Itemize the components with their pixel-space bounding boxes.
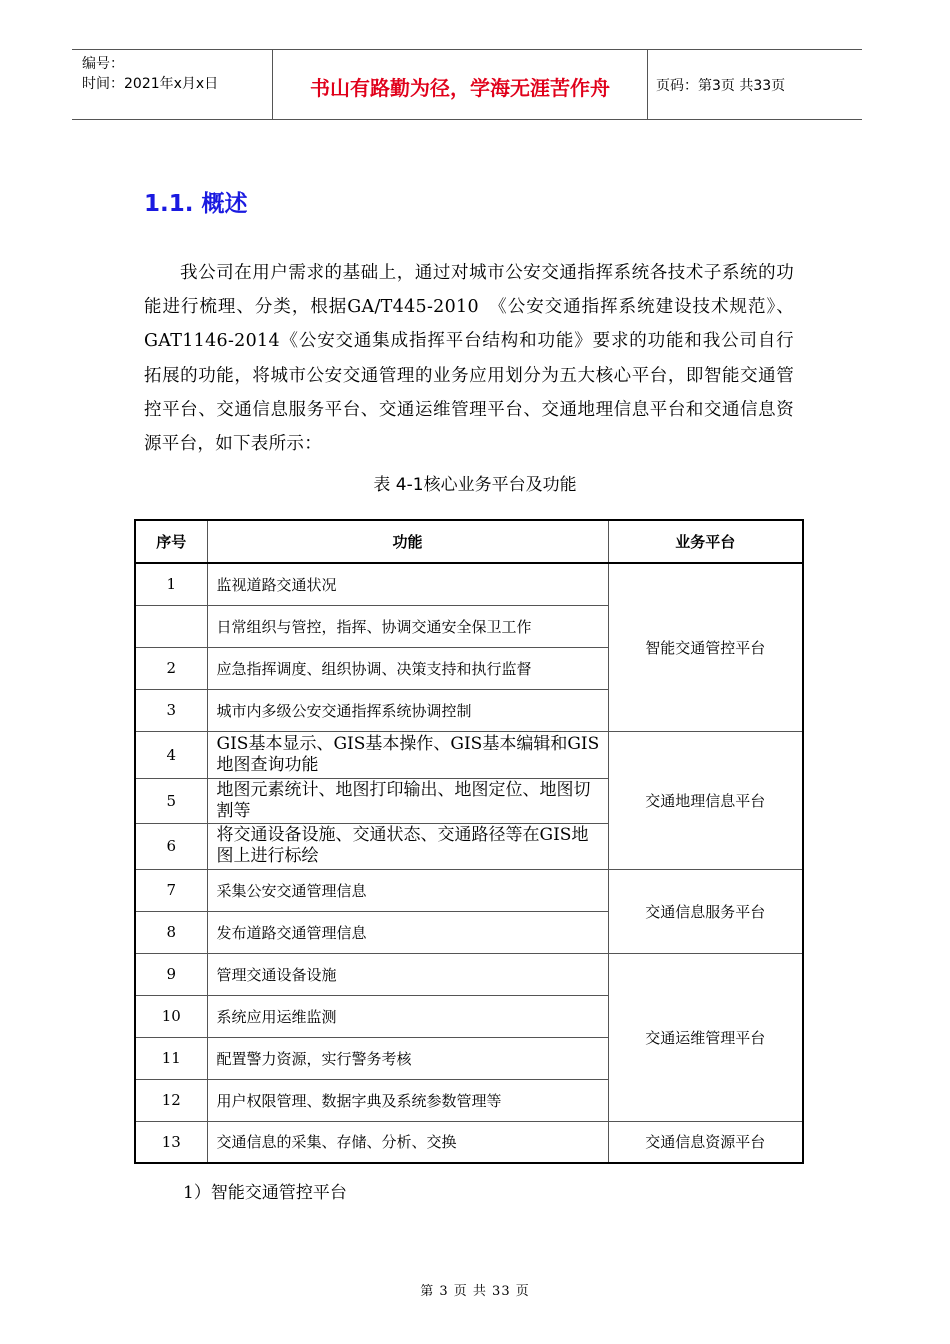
row-number [135,605,207,647]
row-function: 监视道路交通状况 [207,563,608,605]
header-motto-cell [273,50,648,119]
platform-table [134,519,804,1164]
header-platform: 业务平台 [608,520,803,563]
row-number: 3 [135,689,207,731]
table-row [135,1121,803,1163]
table-caption [0,470,950,495]
row-number: 4 [135,731,207,778]
table-row [135,563,803,605]
document-date: 时间：2021年x月x日 [82,76,219,92]
row-number: 5 [135,778,207,823]
table-row [135,869,803,911]
subsection-heading: 1）智能交通管控平台 [183,1183,347,1203]
page-footer: 第 3 页 共 33 页 [420,1284,530,1299]
page-header [72,49,862,120]
row-function: 地图元素统计、地图打印输出、地图定位、地图切割等 [207,778,608,823]
row-function: 交通信息的采集、存储、分析、交换 [207,1121,608,1163]
row-number: 11 [135,1037,207,1079]
table-row [135,953,803,995]
table-caption-label: 表 4-1 [373,475,424,495]
table-row [135,731,803,778]
row-function: 日常组织与管控，指挥、协调交通安全保卫工作 [207,605,608,647]
row-function: 采集公安交通管理信息 [207,869,608,911]
row-number: 9 [135,953,207,995]
row-number: 1 [135,563,207,605]
document-number: 编号： [82,56,124,72]
section-heading: 1.1. 概述 [144,191,248,217]
row-function: 城市内多级公安交通指挥系统协调控制 [207,689,608,731]
row-platform: 交通信息资源平台 [608,1121,803,1163]
header-motto: 书山有路勤为径，学海无涯苦作舟 [310,76,610,100]
row-number: 7 [135,869,207,911]
row-number: 12 [135,1079,207,1121]
body-paragraph: 我公司在用户需求的基础上，通过对城市公安交通指挥系统各技术子系统的功能进行梳理、分类，根据GA/T445-2010 《公安交通指挥系统建设技术规范》、GAT1146-2014《公安交通集成指挥平台结构和功能》要求的功能和我公司自行拓展的功能，将城市公安交通管理的业务应用划分为五大核心平台，即智能交通管控平台、交通信息服务平台、交通运维管理平台、交通地理信息平台和交通信息资源平台，如下表所示： [144,263,794,455]
row-number: 2 [135,647,207,689]
row-function: 应急指挥调度、组织协调、决策支持和执行监督 [207,647,608,689]
row-platform: 智能交通管控平台 [608,563,803,731]
row-number: 6 [135,823,207,869]
row-function: 将交通设备设施、交通状态、交通路径等在GIS地图上进行标绘 [207,823,608,869]
row-platform: 交通运维管理平台 [608,953,803,1121]
header-page-number: 页码：第3页 共33页 [656,78,786,94]
header-function: 功能 [207,520,608,563]
table-header-row [135,520,803,563]
row-number: 10 [135,995,207,1037]
row-number: 13 [135,1121,207,1163]
row-function: 系统应用运维监测 [207,995,608,1037]
header-number: 序号 [135,520,207,563]
row-function: 用户权限管理、数据字典及系统参数管理等 [207,1079,608,1121]
row-number: 8 [135,911,207,953]
row-function: 管理交通设备设施 [207,953,608,995]
row-function: 发布道路交通管理信息 [207,911,608,953]
row-function: GIS基本显示、GIS基本操作、GIS基本编辑和GIS地图查询功能 [207,731,608,778]
header-page-cell [648,50,862,119]
row-function: 配置警力资源，实行警务考核 [207,1037,608,1079]
table-caption-text: 核心业务平台及功能 [423,475,577,495]
row-platform: 交通信息服务平台 [608,869,803,953]
row-platform: 交通地理信息平台 [608,731,803,869]
header-meta [72,50,273,119]
